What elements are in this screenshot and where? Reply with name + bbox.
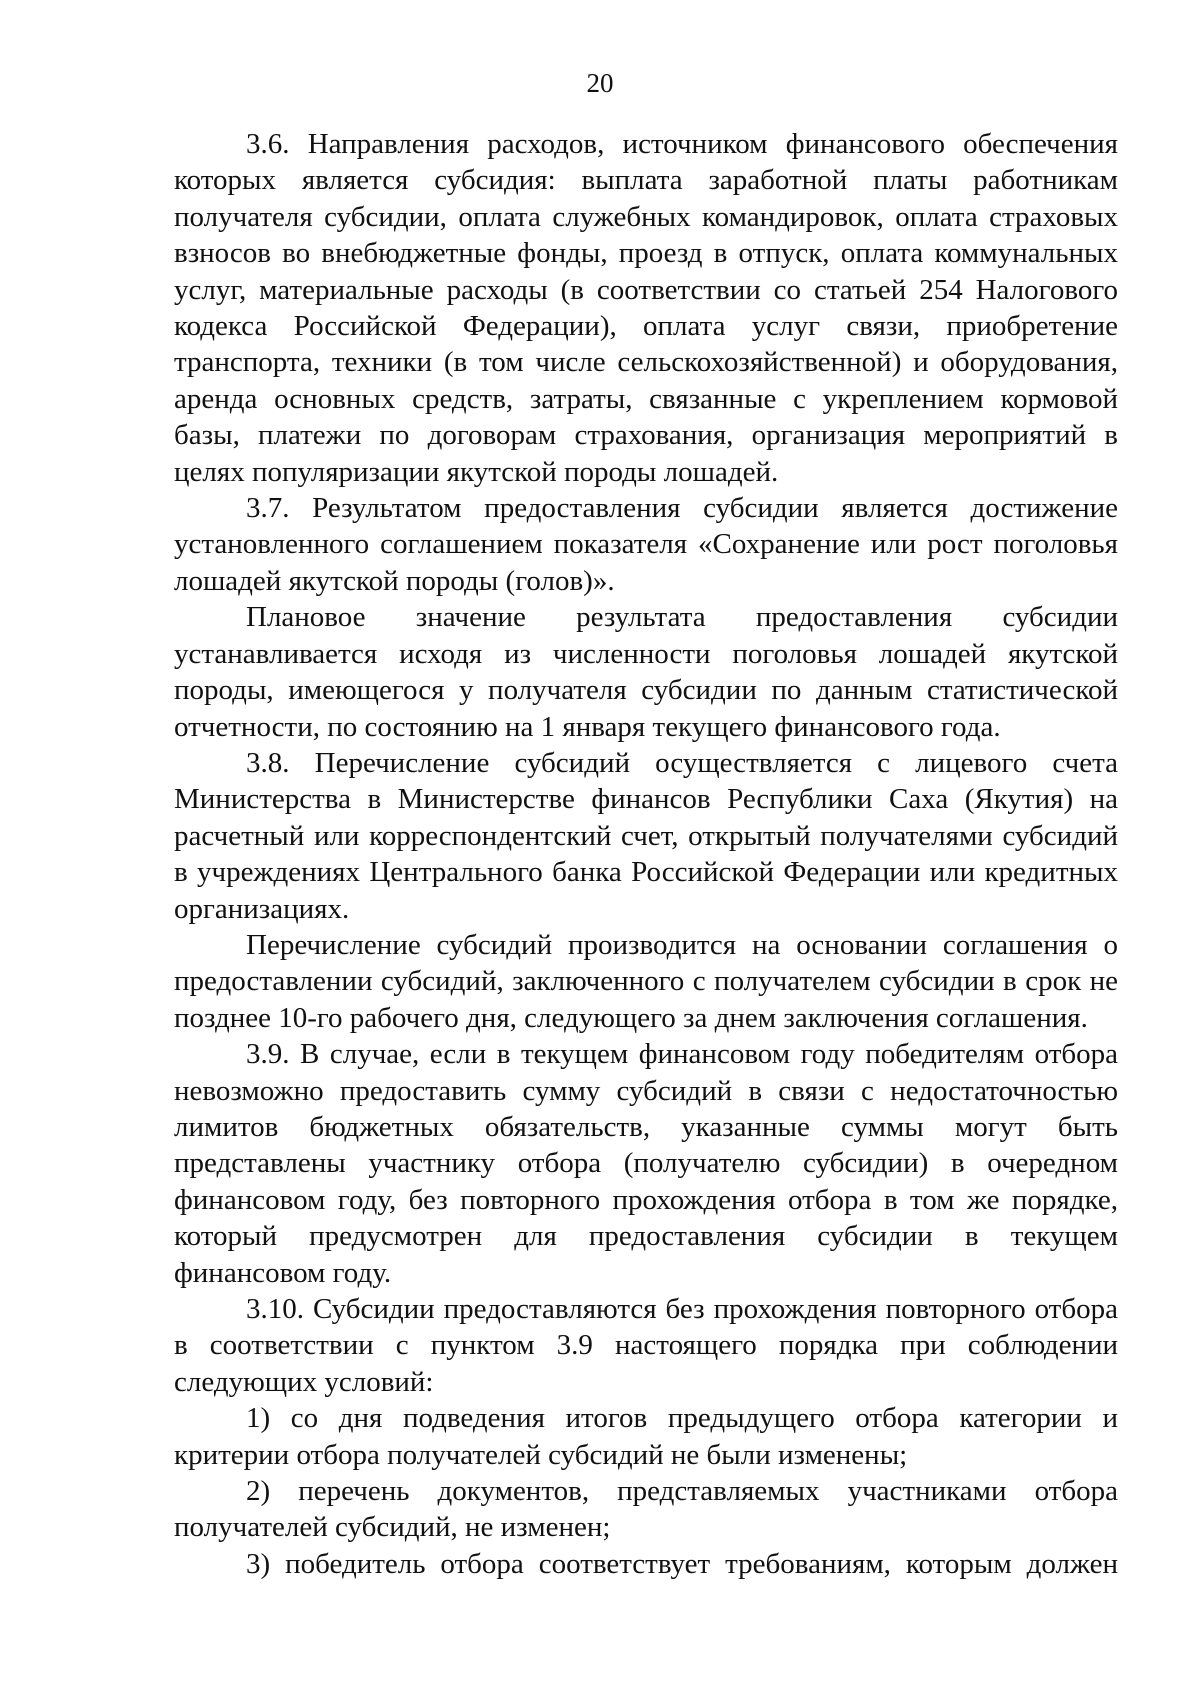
condition-item-1: 1) со дня подведения итогов предыдущего отбора категории и критерии отбора получателей субсидий не были изменены; xyxy=(174,1402,1118,1471)
paragraph-3-8: 3.8. Перечисление субсидий осуществляется с лицевого счета Министерства в Министерстве финансов Республики Саха (Якутия) на расчетный или корреспондентский счет, открытый получателями субсидий в учреждениях Центрального банка Российской Федерации или кредитных организациях. xyxy=(174,746,1118,925)
paragraph-3-9: 3.9. В случае, если в текущем финансовом году победителям отбора невозможно предоставить сумму субсидий в связи с недостаточностью лимитов бюджетных обязательств, указанные суммы могут быть представлены участнику отбора (получателю субсидии) в очередном финансовом году, без повторного прохождения отбора в том же порядке, который предусмотрен для предоставления субсидии в текущем финансовом году. xyxy=(174,1038,1118,1289)
document-body xyxy=(174,126,1118,1582)
condition-item-3: 3) победитель отбора соответствует требованиям, которым должен xyxy=(246,1547,1118,1580)
paragraph-planned-value: Плановое значение результата предоставления субсидии устанавливается исходя из численности поголовья лошадей якутской породы, имеющегося у получателя субсидии по данным статистической отчетности, по состоянию на 1 января текущего финансового года. xyxy=(174,601,1118,743)
paragraph-3-7: 3.7. Результатом предоставления субсидии является достижение установленного соглашением показателя «Сохранение или рост поголовья лошадей якутской породы (голов)». xyxy=(174,492,1118,597)
condition-item-2: 2) перечень документов, представляемых участниками отбора получателей субсидий, не изменен; xyxy=(174,1475,1118,1544)
paragraph-transfer-basis: Перечисление субсидий производится на основании соглашения о предоставлении субсидий, заключенного с получателем субсидии в срок не позднее 10-го рабочего дня, следующего за днем заключения соглашения. xyxy=(174,928,1118,1034)
page-number: 20 xyxy=(586,68,614,98)
paragraph-3-6: 3.6. Направления расходов, источником финансового обеспечения которых является субсидия: выплата заработной платы работникам получателя субсидии, оплата служебных командировок, оплата страховых взносов во внебюджетные фонды, проезд в отпуск, оплата коммунальных услуг, материальные расходы (в соответствии со статьей 254 Налогового кодекса Российской Федерации), оплата услуг связи, приобретение транспорта, техники (в том числе сельскохозяйственной) и оборудования, аренда основных средств, затраты, связанные с укреплением кормовой базы, платежи по договорам страхования, организация мероприятий в целях популяризации якутской породы лошадей. xyxy=(174,128,1118,488)
paragraph-3-10: 3.10. Субсидии предоставляются без прохождения повторного отбора в соответствии с пунктом 3.9 настоящего порядка при соблюдении следующих условий: xyxy=(174,1293,1118,1398)
